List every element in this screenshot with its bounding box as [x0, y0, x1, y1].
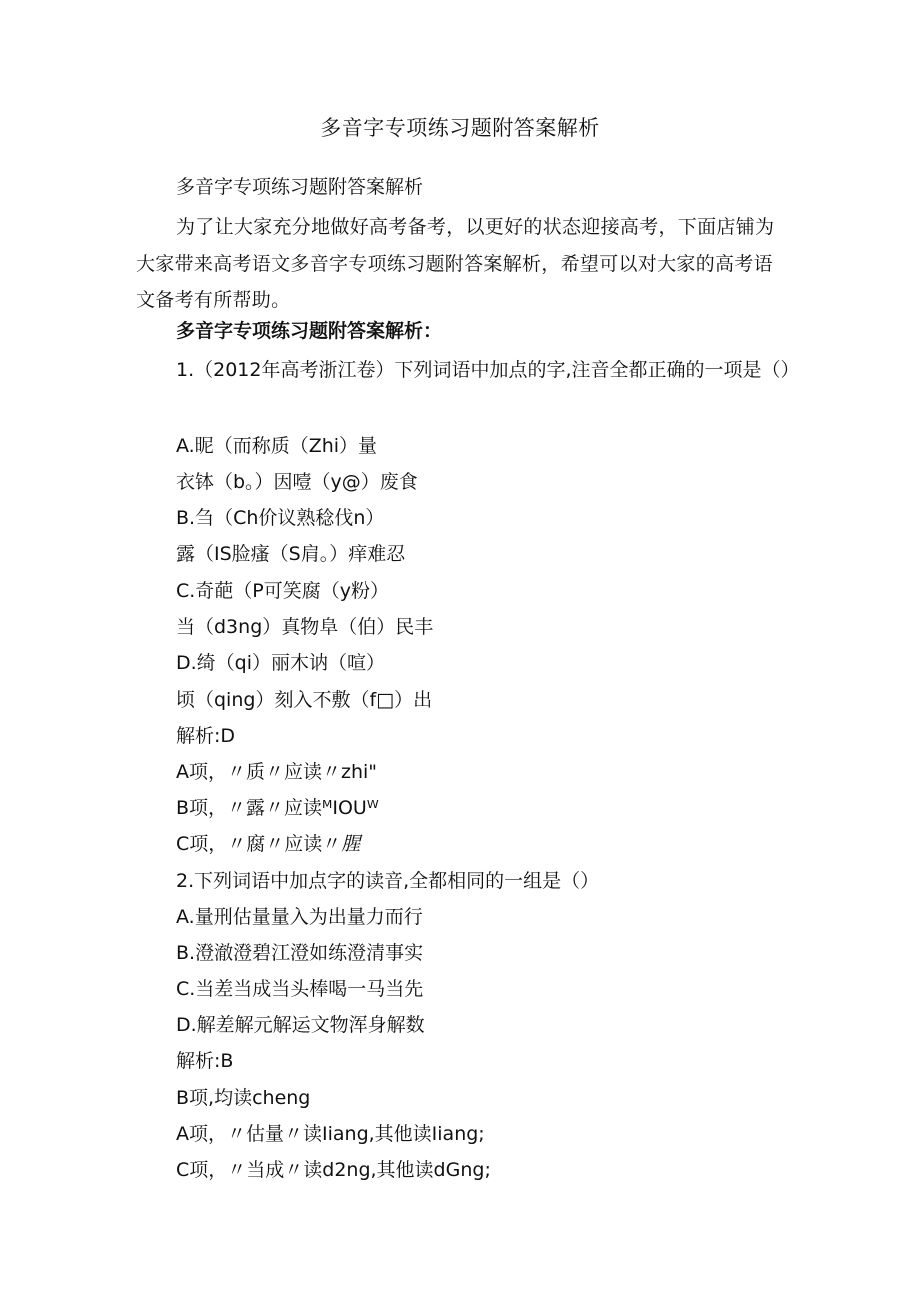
q2-option-b: B.澄澈澄碧江澄如练澄清事实 [176, 942, 424, 964]
section-heading: 多音字专项练习题附答案解析： [176, 320, 443, 342]
q2-option-c: C.当差当成当头棒喝一马当先 [176, 978, 424, 1000]
question-1-stem: 1.（2012年高考浙江卷）下列词语中加点的字,注音全都正确的一项是（） [176, 359, 800, 381]
q2-answer: 解析:B [176, 1050, 234, 1072]
intro-paragraph: 为了让大家充分地做好高考备考，以更好的状态迎接高考，下面店铺为大家带来高考语文多音字专项练习题附答案解析，希望可以对大家的高考语文备考有所帮助。 [136, 216, 775, 311]
q2-option-d: D.解差解元解运文物浑身解数 [176, 1014, 425, 1036]
subtitle: 多音字专项练习题附答案解析 [176, 176, 424, 198]
document-title: 多音字专项练习题附答案解析 [320, 116, 600, 140]
q1-explanation-c [176, 830, 360, 858]
q2-explanation-a: A项，〃估量〃读Iiang,其他读Iiang; [176, 1123, 485, 1145]
q1-option-d: D.绮（qi）丽木讷（喧） [176, 652, 386, 674]
q1-option-a-cont: 衣钵（b。）因噎（y@）废食 [176, 471, 418, 493]
q2-option-a: A.量刑估量量入为出量力而行 [176, 906, 423, 928]
q2-explanation-c: C项，〃当成〃读d2ng,其他读dGng; [176, 1159, 491, 1181]
q1-explanation-c-text: C项，〃腐〃应读〃 [176, 833, 342, 855]
q1-explanation-c-tail: 腥 [341, 833, 361, 855]
question-2-stem: 2.下列词语中加点字的读音,全都相同的一组是（） [176, 870, 600, 892]
q1-option-c-cont: 当（d3ng）真物阜（伯）民丰 [176, 616, 434, 638]
q1-answer: 解析:D [176, 725, 236, 747]
q1-option-d-cont: 顷（qing）刻入不敷（f□）出 [176, 689, 433, 711]
q2-explanation-b: B项,均读cheng [176, 1087, 311, 1109]
q1-option-b: B.刍（Ch价议熟稔伐n） [176, 507, 385, 529]
q1-explanation-b: B项，〃露〃应读ᴹIOUᵂ [176, 797, 379, 819]
q1-explanation-a: A项，〃质〃应读〃zhi" [176, 761, 378, 783]
q1-option-a: A.昵（而称质（Zhi）量 [176, 435, 378, 457]
q1-option-c: C.奇葩（P可笑腐（y粉） [176, 580, 390, 602]
q1-option-b-cont: 露（IS脸瘙（S肩。）痒难忍 [176, 543, 406, 565]
